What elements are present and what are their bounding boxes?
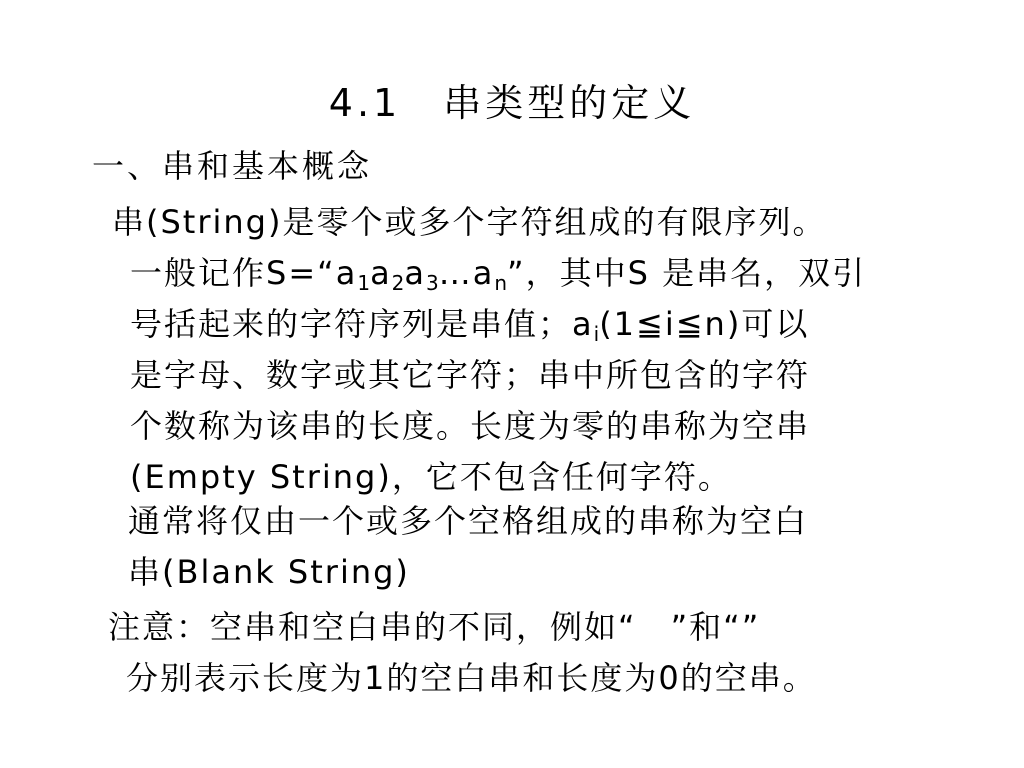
subscript-2: 2 (391, 271, 405, 295)
definition-line-3 (112, 299, 932, 350)
notation-prefix: 一般记作S=“ (130, 254, 336, 292)
definition-line-4: 是字母、数字或其它字符；串中所包含的字符 (130, 356, 811, 394)
definition-paragraph (112, 197, 932, 503)
definition-line-5: 个数称为该串的长度。长度为零的串称为空串 (130, 407, 811, 445)
value-suffix: (1≦i≦n)可以 (599, 305, 810, 343)
value-prefix: 号括起来的字符序列是串值；a (130, 305, 594, 343)
subscript-n: n (494, 271, 508, 295)
seq-a2: a (370, 254, 392, 292)
note-line-1: 注意：空串和空白串的不同，例如“ ”和“” (108, 608, 761, 646)
definition-line-2 (112, 248, 932, 299)
subscript-1: 1 (357, 271, 371, 295)
seq-ellipsis: …a (438, 254, 495, 292)
blank-string-paragraph (128, 496, 928, 598)
slide-title: 4.1 串类型的定义 (328, 81, 696, 125)
section-heading: 一、串和基本概念 (92, 147, 373, 185)
definition-line-1: 串(String)是零个或多个字符组成的有限序列。 (112, 203, 827, 241)
blank-line-2: 串(Blank String) (128, 553, 410, 591)
blank-line-1: 通常将仅由一个或多个空格组成的串称为空白 (128, 502, 809, 540)
subscript-3: 3 (426, 271, 439, 295)
seq-a3: a (404, 254, 427, 292)
subscript-i: i (593, 322, 600, 346)
note-paragraph (108, 602, 928, 704)
notation-suffix: ”，其中S 是串名，双引 (507, 254, 867, 292)
note-line-2: 分别表示长度为1的空白串和长度为0的空串。 (126, 659, 817, 697)
seq-a1: a (335, 254, 358, 292)
definition-line-6: (Empty String)，它不包含任何字符。 (130, 458, 732, 496)
